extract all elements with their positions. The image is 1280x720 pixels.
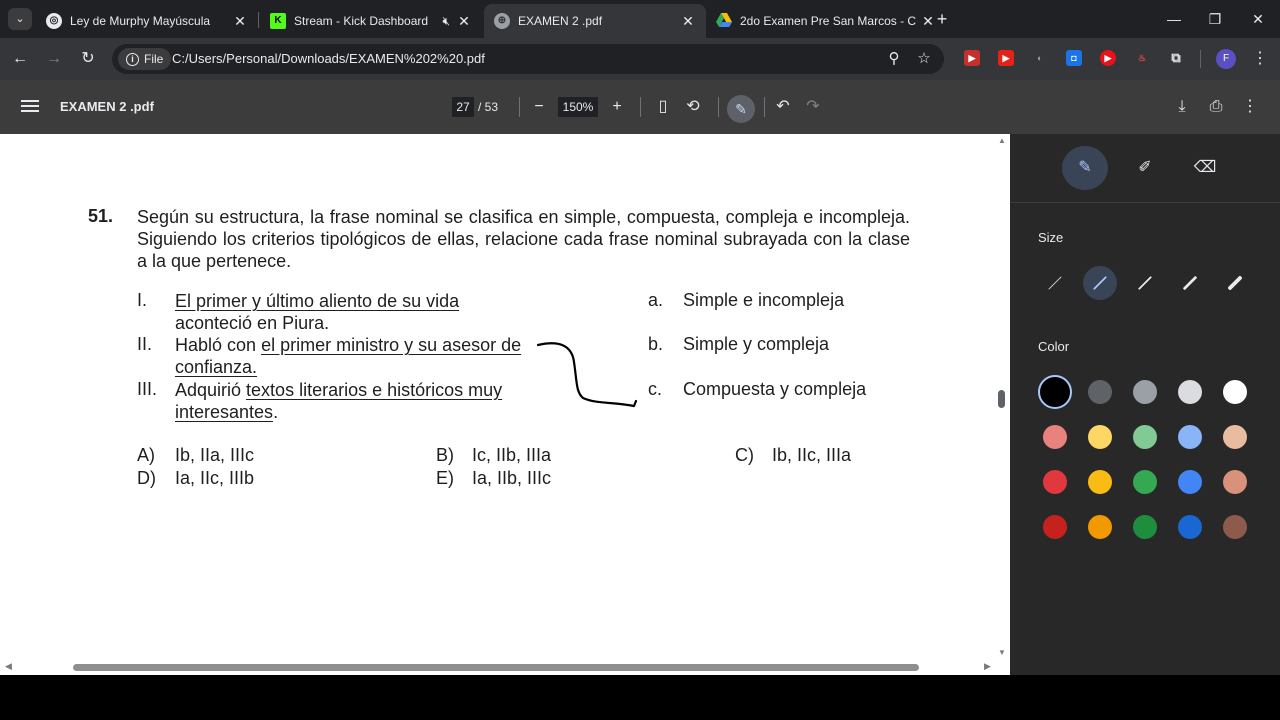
item-prefix: Adquirió [175, 380, 247, 400]
item-continuation: aconteció en Piura. [175, 313, 330, 333]
answer-text: Ia, IIb, IIIc [472, 468, 552, 488]
color-swatch[interactable] [1178, 425, 1202, 449]
zoom-in-button[interactable]: + [612, 98, 622, 115]
youtube-downloader-extension-icon[interactable]: ▶ [998, 50, 1014, 66]
address-bar[interactable] [112, 44, 944, 74]
close-window-button[interactable]: ✕ [1252, 11, 1264, 27]
underlined-phrase: El primer y último aliento de su vida [175, 291, 460, 311]
muted-speaker-icon[interactable]: 🔇︎ [442, 13, 450, 28]
item-text [175, 379, 537, 423]
zoom-out-button[interactable]: − [534, 98, 544, 115]
option-letter: a. [648, 290, 664, 310]
underlined-phrase: el primer ministro y su asesor de confianza. [175, 335, 522, 377]
pen-icon[interactable]: ✎ [1062, 146, 1108, 190]
dark-extension-icon[interactable]: ◐ [1032, 50, 1048, 66]
tab-title: Stream - Kick Dashboard [294, 14, 429, 28]
answer-text: Ib, IIc, IIIa [772, 445, 852, 465]
annotate-pen-button[interactable]: ✎ [727, 95, 755, 123]
chrome-menu-icon[interactable]: ⋮ [1252, 50, 1268, 67]
answer-letter: B) [436, 445, 454, 465]
rotate-icon[interactable]: ⟲ [686, 98, 700, 115]
screenshot-extension-icon[interactable]: ◘ [1066, 50, 1082, 66]
toolbar-divider [718, 97, 719, 117]
option-letter: c. [648, 379, 663, 399]
page-total: / 53 [478, 100, 499, 114]
fit-page-icon[interactable]: ▯ [658, 98, 668, 115]
horizontal-scroll-thumb[interactable] [73, 664, 919, 671]
answer-letter: D) [137, 468, 156, 488]
clipper-extension-icon[interactable]: ♨ [1134, 50, 1150, 66]
answer-text: Ic, IIb, IIIa [472, 445, 552, 465]
close-tab-icon[interactable]: ✕ [682, 12, 694, 29]
size-option-4[interactable] [1173, 266, 1207, 300]
color-swatch[interactable] [1178, 515, 1202, 539]
question-number: 51. [88, 206, 114, 226]
new-tab-button[interactable]: + [936, 9, 948, 29]
panel-divider [1010, 202, 1280, 203]
info-icon: i [126, 53, 139, 66]
tab-ley-de-murphy[interactable] [36, 4, 258, 38]
scroll-up-arrow-icon[interactable]: ▲ [998, 136, 1006, 145]
option-text: Simple e incompleja [683, 290, 845, 310]
underlined-phrase: textos literarios e históricos muy interesantes [175, 380, 503, 422]
item-text [175, 334, 537, 378]
answer-text: Ib, IIa, IIIc [175, 445, 255, 465]
pdf-toolbar [0, 80, 1280, 134]
puzzle-extensions-icon[interactable]: ⧉ [1168, 50, 1184, 66]
vertical-scroll-thumb[interactable] [998, 390, 1005, 408]
option-text: Compuesta y compleja [683, 379, 867, 399]
back-button[interactable]: ← [12, 50, 28, 67]
menu-icon[interactable] [20, 97, 40, 117]
color-swatch[interactable] [1043, 425, 1067, 449]
color-swatch[interactable] [1088, 470, 1112, 494]
zoom-icon[interactable]: ⚲ [888, 50, 900, 67]
close-tab-icon[interactable]: ✕ [458, 12, 470, 29]
color-swatch[interactable] [1223, 425, 1247, 449]
color-label: Color [1038, 339, 1070, 354]
item-suffix: . [273, 402, 279, 422]
option-text: Simple y compleja [683, 334, 830, 354]
color-swatch[interactable] [1223, 470, 1247, 494]
size-option-1[interactable] [1038, 266, 1072, 300]
color-swatch[interactable] [1178, 470, 1202, 494]
scroll-down-arrow-icon[interactable]: ▼ [998, 648, 1006, 657]
tab-examen-2-pdf[interactable] [484, 4, 706, 38]
answer-letter: A) [137, 445, 155, 465]
pdf-page[interactable] [0, 134, 1010, 675]
annotation-panel [1010, 134, 1280, 675]
color-swatch[interactable] [1223, 380, 1247, 404]
eraser-icon[interactable]: ⌫ [1193, 159, 1217, 176]
tab-search-button[interactable]: ⌄ [8, 8, 32, 30]
tab-2do-examen[interactable] [706, 4, 934, 38]
taskbar-area [0, 675, 1280, 720]
color-swatch[interactable] [1133, 470, 1157, 494]
pdf-title: EXAMEN 2 .pdf [60, 99, 154, 114]
download-icon[interactable]: ⤓ [1178, 98, 1186, 115]
scroll-left-arrow-icon[interactable]: ◀ [5, 661, 12, 671]
youtube-extension-icon[interactable]: ▶ [964, 50, 980, 66]
answer-letter: C) [735, 445, 754, 465]
color-swatch[interactable] [1043, 470, 1067, 494]
size-label: Size [1038, 230, 1064, 245]
zoom-input[interactable]: 150% [558, 97, 598, 117]
answer-letter: E) [436, 468, 454, 488]
color-swatch[interactable] [1088, 380, 1112, 404]
size-option-3[interactable] [1128, 266, 1162, 300]
item-number: I. [137, 290, 148, 310]
item-number: III. [137, 379, 158, 399]
color-swatch[interactable] [1223, 515, 1247, 539]
bookmark-star-icon[interactable]: ☆ [917, 50, 931, 67]
forward-button[interactable]: → [46, 50, 62, 67]
toolbar-divider [640, 97, 641, 117]
kick-icon: K [270, 13, 286, 29]
color-swatch[interactable] [1178, 380, 1202, 404]
video-extension-icon[interactable]: ▶ [1100, 50, 1116, 66]
globe-icon: ⊕ [494, 13, 510, 29]
print-icon[interactable]: ⎙ [1209, 98, 1223, 115]
toolbar-divider [519, 97, 520, 117]
color-swatch[interactable] [1133, 515, 1157, 539]
color-swatch[interactable] [1038, 375, 1072, 409]
site-info-label: File [144, 52, 164, 66]
color-swatch[interactable] [1088, 515, 1112, 539]
size-option-2[interactable] [1083, 266, 1117, 300]
color-swatch[interactable] [1043, 515, 1067, 539]
toolbar-separator [1200, 50, 1201, 68]
tab-strip [0, 0, 1280, 38]
horizontal-scrollbar[interactable] [0, 660, 996, 674]
close-tab-icon[interactable]: ✕ [234, 12, 246, 29]
drive-icon [716, 13, 732, 29]
tab-separator [258, 12, 259, 28]
item-prefix: Habló con [175, 335, 262, 355]
color-swatch[interactable] [1133, 380, 1157, 404]
toolbar-divider [764, 97, 765, 117]
item-text [175, 290, 537, 334]
tab-kick-dashboard[interactable] [260, 4, 482, 38]
reload-button[interactable]: ↻ [81, 50, 95, 67]
minimize-button[interactable]: — [1167, 11, 1181, 27]
redo-icon[interactable]: ↷ [806, 98, 820, 115]
undo-icon[interactable]: ↶ [776, 98, 790, 115]
url-text[interactable]: C:/Users/Personal/Downloads/EXAMEN%202%20.pdf [172, 51, 485, 66]
item-number: II. [137, 334, 153, 354]
size-option-5[interactable] [1218, 266, 1252, 300]
option-letter: b. [648, 334, 664, 354]
more-options-icon[interactable]: ⋮ [1242, 98, 1258, 115]
restore-button[interactable]: ❐ [1208, 11, 1222, 27]
question-text: Según su estructura, la frase nominal se clasifica en simple, compuesta, compleja e incompleja. Siguiendo los criterios tipológicos de ellas, relacione cada frase nominal subrayada con la clase a la que pertenece. [137, 207, 910, 271]
profile-avatar[interactable]: F [1216, 49, 1236, 69]
tab-title: EXAMEN 2 .pdf [518, 14, 603, 28]
vertical-scrollbar[interactable] [996, 134, 1008, 675]
scroll-right-arrow-icon[interactable]: ▶ [984, 661, 991, 671]
highlighter-icon[interactable]: ✐ [1138, 159, 1152, 176]
tab-title: Ley de Murphy Mayúscula [70, 14, 211, 28]
page-number-input[interactable]: 27 [452, 97, 474, 117]
answer-text: Ia, IIc, IIIb [175, 468, 255, 488]
browser-toolbar [0, 38, 1280, 80]
close-tab-icon[interactable]: ✕ [922, 12, 934, 29]
color-swatch[interactable] [1133, 425, 1157, 449]
color-swatch[interactable] [1088, 425, 1112, 449]
site-info-chip[interactable] [118, 48, 171, 70]
chatgpt-icon: ◎ [46, 13, 62, 29]
tab-title: 2do Examen Pre San Marcos - C [740, 14, 917, 28]
